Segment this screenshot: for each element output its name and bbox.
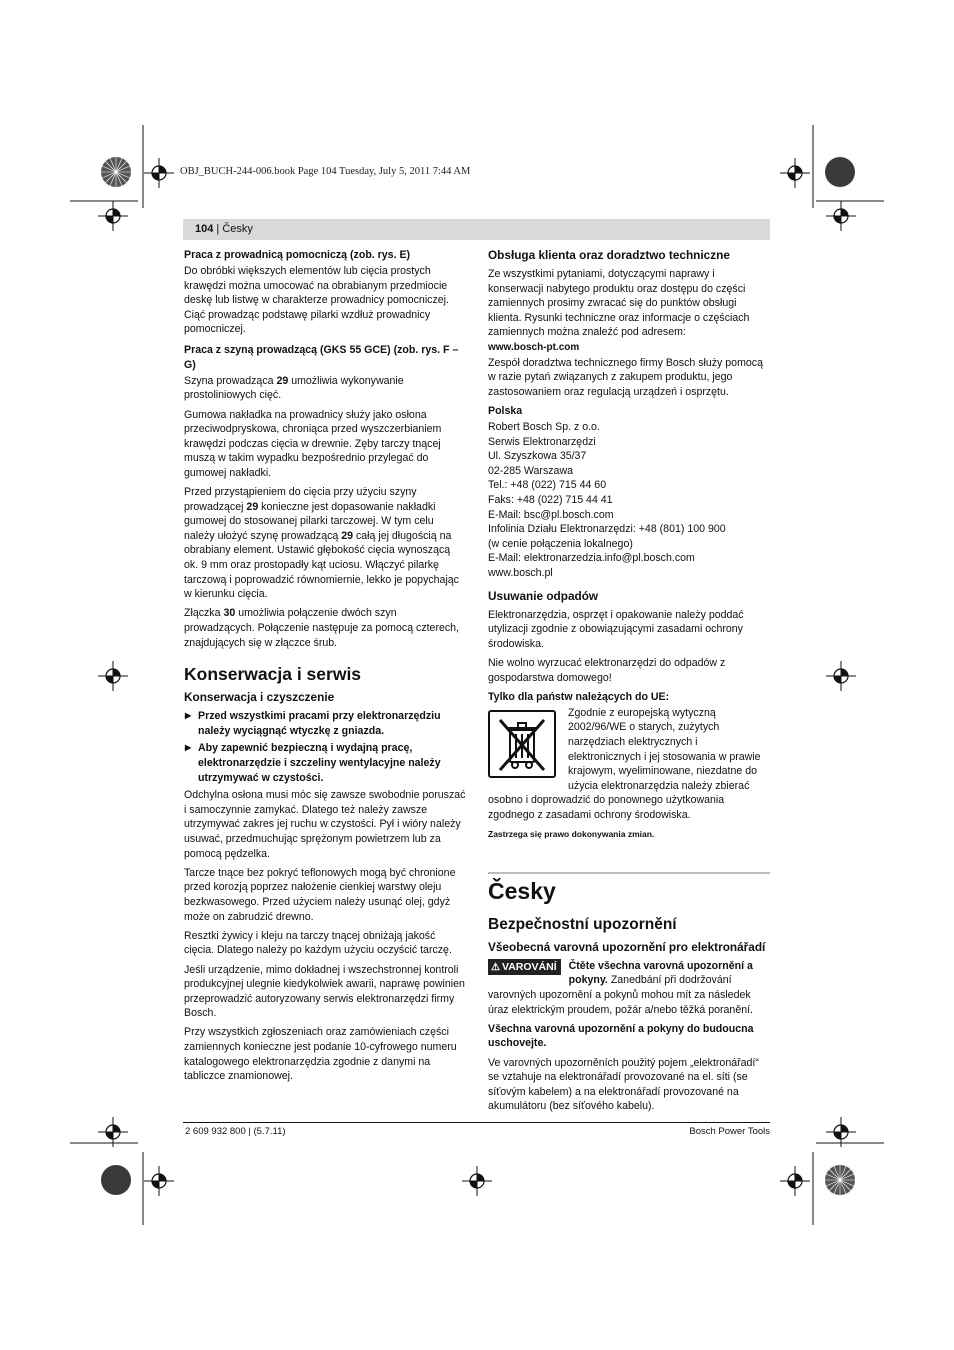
address-line: Faks: +48 (022) 715 44 41 xyxy=(488,494,613,506)
footer-brand: Bosch Power Tools xyxy=(689,1126,770,1137)
heading-vseobecna: Všeobecná varovná upozornění pro elektronářadí xyxy=(488,939,766,954)
starburst-mark-top-left xyxy=(100,156,132,188)
print-info-line: OBJ_BUCH-244-006.book Page 104 Tuesday, July 5, 2011 7:44 AM xyxy=(180,166,471,177)
warning-text: Zanedbání při dodržování varovných upozornění a pokynů mohou mít za následek úraz elektrickým proudem, požár a/nebo těžká poranění. xyxy=(488,974,753,1016)
section-divider xyxy=(488,872,770,874)
warning-label: VAROVÁNÍ xyxy=(501,960,557,973)
address-line: (w cenie połączenia lokalnego) xyxy=(488,537,633,550)
heading-cesky: Česky xyxy=(488,877,556,904)
registration-crosshair-right-lower xyxy=(826,1117,856,1147)
registration-crosshair-bottom-left xyxy=(144,1166,174,1196)
paragraph-prowadnica: Do obróbki większych elementów lub cięcia prostych krawędzi można umocować na obrabianym przedmiocie deskę lub listwę w charakterze prowadnicy pomocniczej. Ciąć prowadząc podstawę pilarki wzdłuż prowadnicy pomocniczej. xyxy=(184,265,449,336)
registration-crosshair-right-upper xyxy=(826,201,856,231)
paragraph-szyna-3: Przed przystąpieniem do cięcia przy użyciu szyny prowadzącej 29 konieczne jest dopasowanie nakładki gumowej do stosowanej pilarki tarczowej. W tym celu należy ułożyć szynę prowadzącą 29 całą jej długością na obrabiany element. Ustawić głębokość cięcia wynoszącą ok. 9 mm oraz prostopadły kąt uciosu. Włączyć pilarkę tarczową i poprowadzić równomiernie, lekko je popychając w kierunku cięcia. xyxy=(184,486,459,601)
address-line: E-Mail: elektronarzedzia.info@pl.bosch.com xyxy=(488,552,695,565)
heading-konserwacja-serwis: Konserwacja i serwis xyxy=(184,664,362,685)
weee-block xyxy=(488,706,770,823)
bullet-wtyczka: ▶ Przed wszystkimi pracami przy elektronarzędziu należy wyciągnąć wtyczkę z gniazda. xyxy=(184,709,466,738)
registration-crosshair-bottom-right xyxy=(780,1166,810,1196)
page-number: 104 xyxy=(195,223,214,235)
footer-rule xyxy=(183,1122,770,1123)
starburst-mark-bottom-right xyxy=(824,1164,856,1196)
paragraph-nie-wolno: Nie wolno wyrzucać elektronarzędzi do odpadów z gospodarstwa domowego! xyxy=(488,656,726,684)
address-line: Serwis Elektronarzędzi xyxy=(488,435,596,448)
bosch-url: www.bosch-pt.com xyxy=(488,341,580,353)
paragraph-warning xyxy=(488,959,770,1017)
warning-badge xyxy=(488,959,561,975)
heading-bezpecnostni: Bezpečnostní upozornění xyxy=(488,915,677,933)
paragraph-obsluga: Ze wszystkimi pytaniami, dotyczącymi naprawy i konserwacji nabytego produktu oraz dostępu do części zamiennych prosimy zwracać się do punktów obsługi klienta. Rysunki techniczne oraz informacje o częściach zamiennych można znaleźć pod adresem: xyxy=(488,268,750,339)
registration-crosshair-left-lower xyxy=(98,1117,128,1147)
heading-polska: Polska xyxy=(488,404,523,417)
gray-disk-top-right xyxy=(824,156,856,188)
address-line: E-Mail: bsc@pl.bosch.com xyxy=(488,508,614,521)
paragraph-oslona: Odchylna osłona musi móc się zawsze swobodnie poruszać i samoczynnie zamykać. Dlatego też należy zawsze utrzymywać zakres jej ruchu w czystości. Pył i wióry należy usuwać, przedmuchując sprężonym powietrzem lub za pomocą pędzelka. xyxy=(184,789,466,860)
heading-szyna: Praca z szyną prowadzącą (GKS 55 GCE) (zob. rys. F – G) xyxy=(184,344,459,371)
paragraph-weee: Zgodnie z europejską wytyczną 2002/96/WE o starych, zużytych narzędziach elektrycznych i elektronicznych i jej stosowania w prawie krajowym, wyeliminowane, niezdatne do użycia elektronarzędzia należy zbierać osobno i doprowadzić do ponownego użytkowania zgodnego z zasadami ochrony środowiska. xyxy=(488,706,761,821)
paragraph-szyna-2: Gumowa nakładka na prowadnicy służy jako osłona przeciwodpryskowa, chroniąca przed wyszczerbianiem krawędzi podczas cięcia w drewnie. Zęby tarczy tnącej muszą w takim wypadku bezpośrednio przylegać do gumowej nakładki. xyxy=(184,408,442,479)
address-line: www.bosch.pl xyxy=(488,566,553,579)
heading-obsluga-klienta: Obsługa klienta oraz doradztwo techniczne xyxy=(488,248,730,262)
address-line: Infolinia Działu Elektronarzędzi: +48 (801) 100 900 xyxy=(488,523,726,536)
address-line: 02-285 Warszawa xyxy=(488,464,573,477)
paragraph-szyna-1: Szyna prowadząca 29 umożliwia wykonywanie prostoliniowych cięć. xyxy=(184,374,404,402)
heading-konserwacja-czyszczenie: Konserwacja i czyszczenie xyxy=(184,690,335,705)
header-section: Česky xyxy=(222,223,253,235)
paragraph-awaria: Jeśli urządzenie, mimo dokładnej i wszechstronnej kontroli produkcyjnej ulegnie kiedykolwiek awarii, naprawę powinien przeprowadzić autoryzowany serwis elektronarzędzi firmy Bosch. xyxy=(184,963,465,1020)
heading-prowadnica: Praca z prowadnicą pomocniczą (zob. rys. E) xyxy=(184,249,411,261)
paragraph-zywica: Resztki żywicy i kleju na tarczy tnącej obniżają jakość cięcia. Dlatego należy po każdym użyciu oczyścić tarczę. xyxy=(184,929,452,957)
paragraph-czesci: Przy wszystkich zgłoszeniach oraz zamówieniach części zamiennych konieczne jest podanie 10-cyfrowego numeru katalogowego elektronarzędzia zgodnie z danymi na tabliczce znamionowej. xyxy=(184,1026,457,1083)
heading-usuwanie: Usuwanie odpadów xyxy=(488,588,599,603)
heading-tylko-ue: Tylko dla państw należących do UE: xyxy=(488,690,670,703)
address-line: Ul. Szyszkowa 35/37 xyxy=(488,450,587,463)
paragraph-zespol: Zespół doradztwa technicznego firmy Bosch służy pomocą w razie pytań związanych z zakupem produktu, jego zastosowaniem oraz regulacją urządzeń i osprzętu. xyxy=(488,356,763,398)
registration-crosshair-top-left xyxy=(144,158,174,188)
page-header: 104 | Česky xyxy=(195,223,253,235)
paragraph-uschovejte: Všechna varovná upozornění a pokyny do budoucna uschovejte. xyxy=(488,1022,754,1050)
registration-crosshair-left-upper xyxy=(98,201,128,231)
warning-triangle-icon: ⚠ xyxy=(491,961,500,973)
right-column xyxy=(488,248,770,1118)
registration-crosshair-left-middle xyxy=(98,661,128,691)
page-header-bar xyxy=(183,219,770,240)
paragraph-utylizacja: Elektronarzędzia, osprzęt i opakowanie należy poddać utylizacji zgodnie z obowiązującymi zasadami ochrony środowiska. xyxy=(488,608,744,650)
address-line: Robert Bosch Sp. z o.o. xyxy=(488,421,600,434)
left-column xyxy=(184,248,466,1088)
paragraph-tarcze: Tarcze tnące bez pokryć teflonowych mogą być chronione przed korozją poprzez nałożenie cienkiej warstwy oleju bezkwasowego. Przed użyciem należy usunąć olej, gdyż może on zabrudzić drewno. xyxy=(184,866,456,923)
registration-crosshair-right-middle xyxy=(826,661,856,691)
registration-crosshair-top-right xyxy=(780,158,810,188)
address-block xyxy=(488,420,770,581)
paragraph-szyna-4: Złączka 30 umożliwia połączenie dwóch szyn prowadzących. Połączenie następuje za pomocą czterech, znajdujących się w złączce śrub. xyxy=(184,607,460,649)
gray-disk-bottom-left xyxy=(100,1164,132,1196)
note-zmiany: Zastrzega się prawo dokonywania zmian. xyxy=(488,829,655,840)
registration-crosshair-bottom-center xyxy=(462,1166,492,1196)
footer-doc-number: 2 609 932 800 | (5.7.11) xyxy=(185,1126,286,1137)
warning-bold-text: Čtěte všechna varovná upozornění a pokyny. xyxy=(568,959,753,987)
bullet-czystosc: ▶ Aby zapewnić bezpieczną i wydajną pracę, elektronarzędzie i szczeliny wentylacyjne należy utrzymywać w czystości. xyxy=(184,741,466,785)
paragraph-pojem: Ve varovných upozorněních použitý pojem „elektronářadí“ se vztahuje na elektronářadí provozované na el. síti (se síťovým kabelem) a na elektronářadí provozované na akumulátoru (bez síťového kabelu). xyxy=(488,1056,759,1113)
crossed-bin-icon xyxy=(488,710,556,778)
address-line: Tel.: +48 (022) 715 44 60 xyxy=(488,479,607,492)
